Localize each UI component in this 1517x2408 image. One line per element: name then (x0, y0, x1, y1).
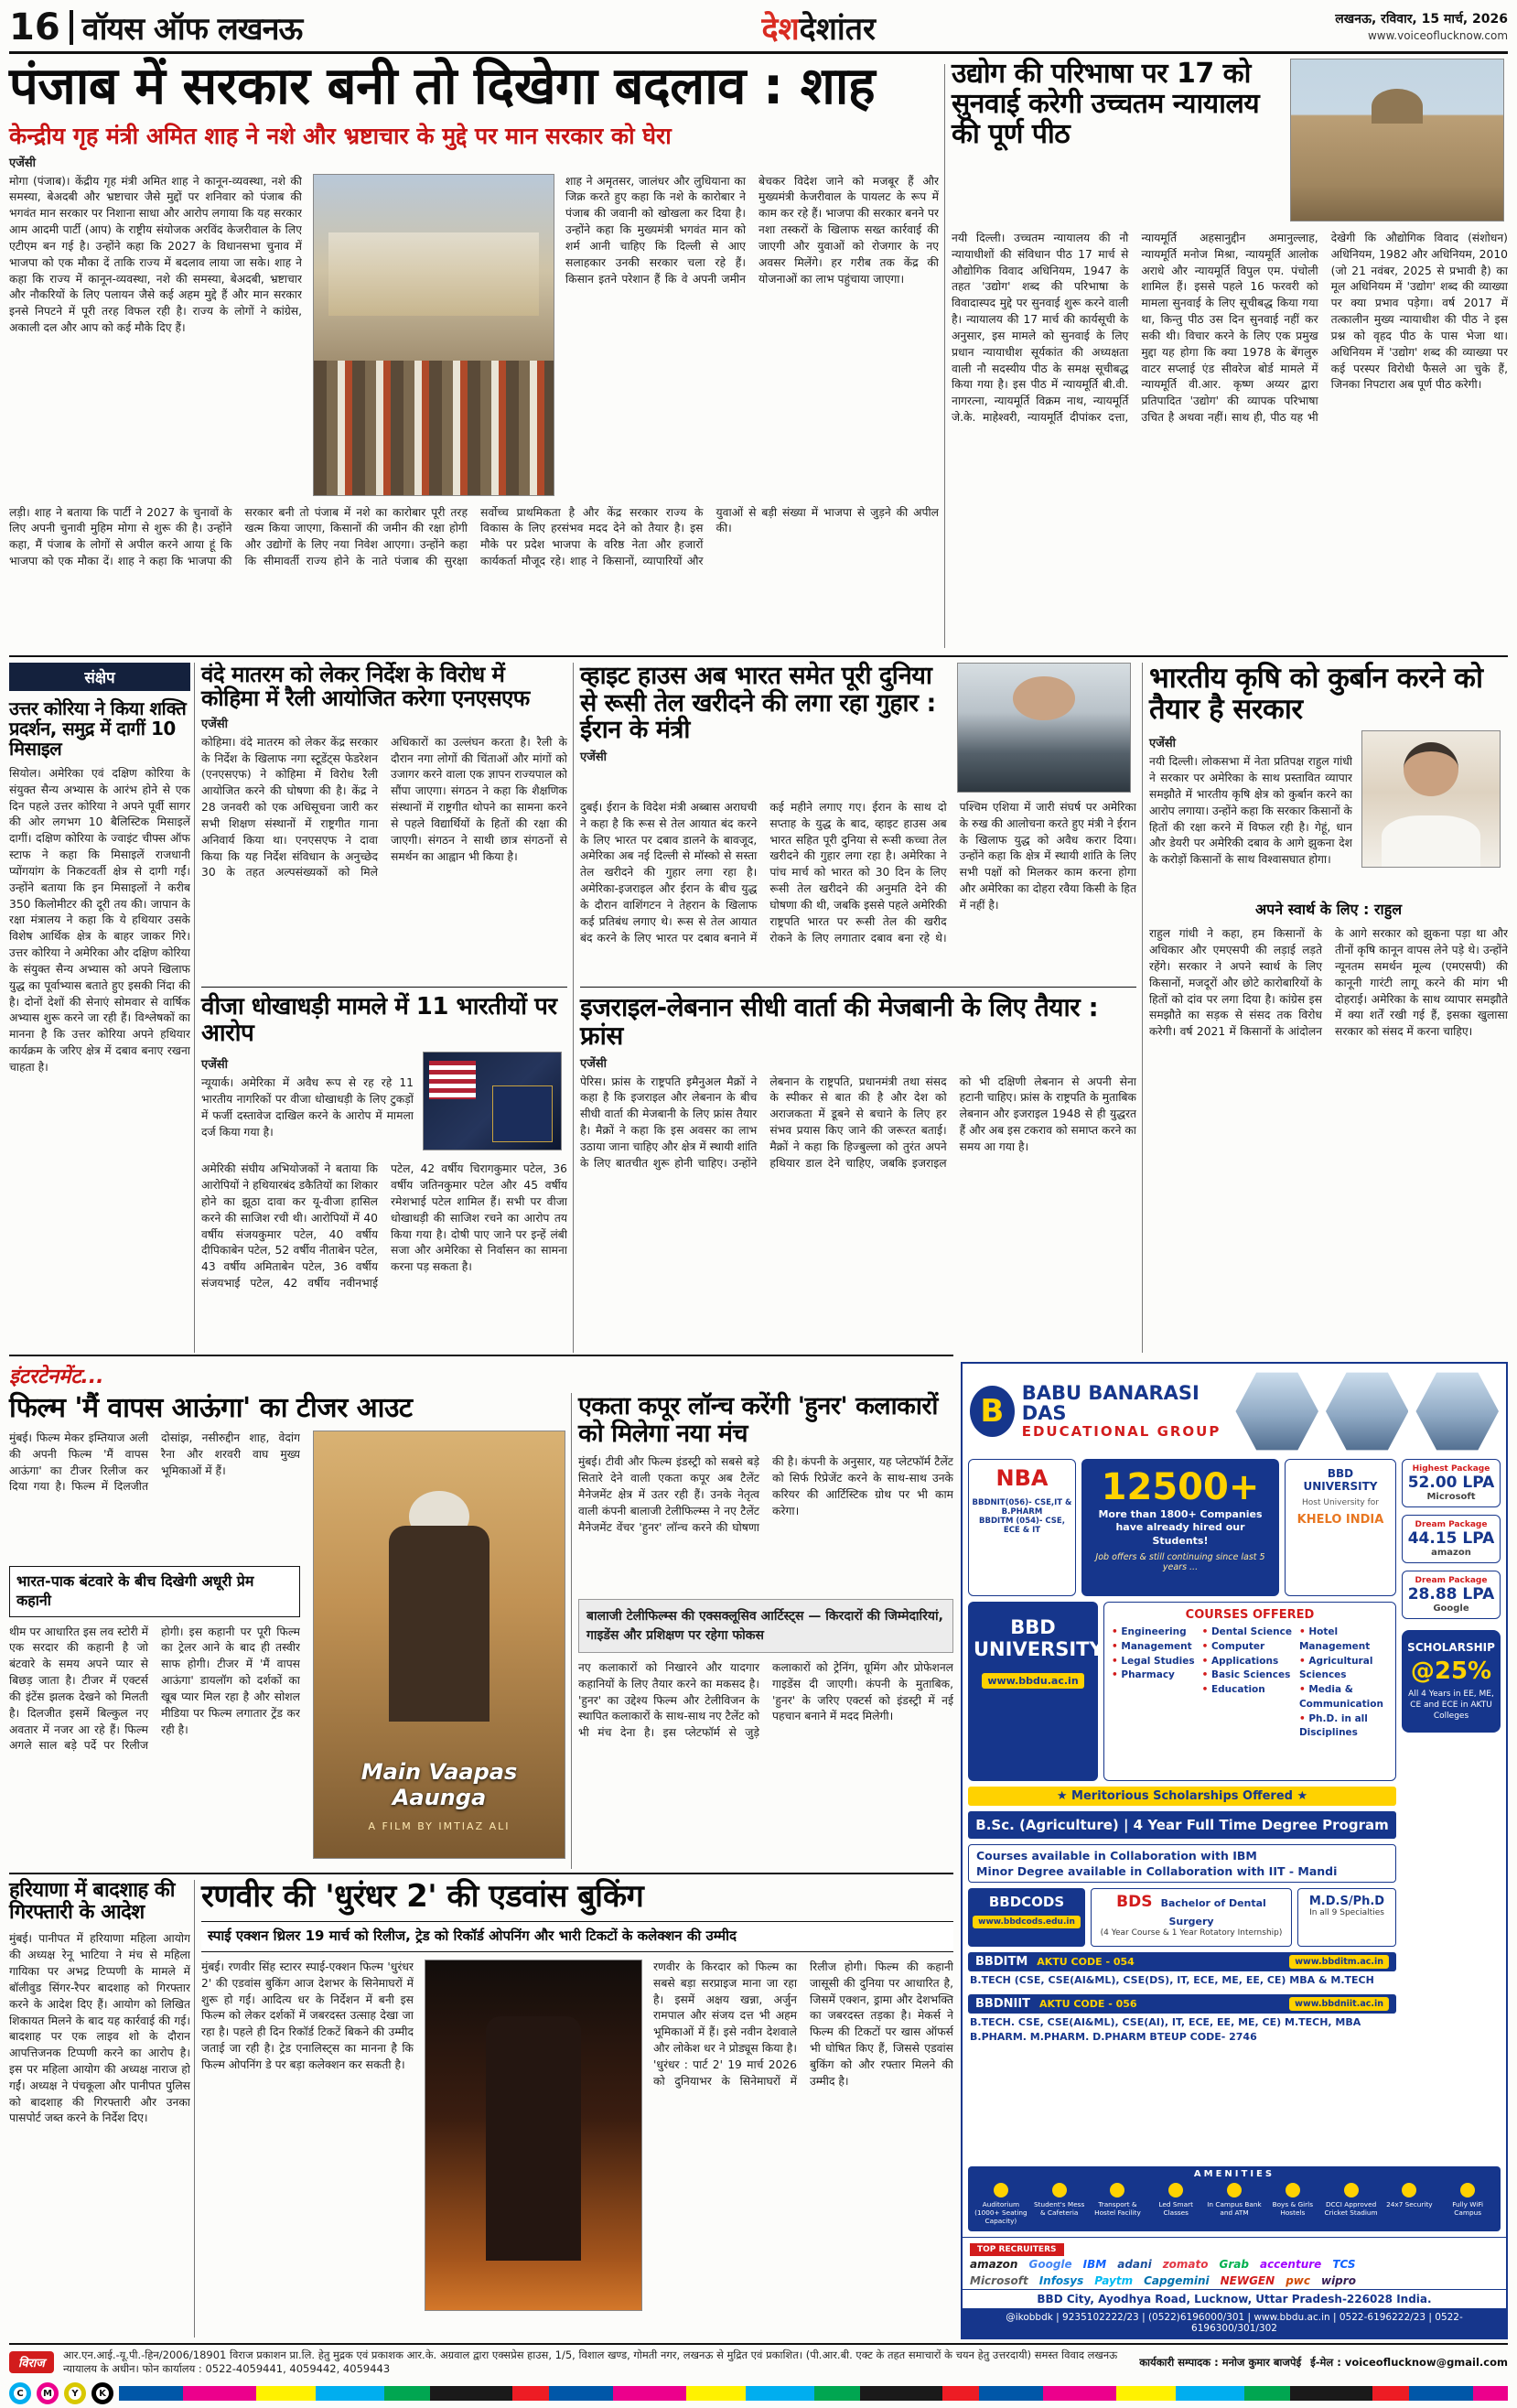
visa-byline: एजेंसी (201, 1058, 228, 1073)
hired-text: More than 1800+ Companies have already hired our Students! (1098, 1508, 1263, 1547)
badshah-body: मुंबई। पानीपत में हरियाणा महिला आयोग की अध्यक्ष रेनू भाटिया ने मंच से महिला गायिका पर अभद्र टिप्पणी के मामले में बॉलीवुड सिंगर-रैपर बादशाह को गिरफ्तार करने के आदेश दिए हैं। आयोग को लिखित शिकायत मिलने के बाद यह कार्रवाई की गई। बादशाह पर एक लाइव शो के दौरान आपत्तिजनक टिप्पणी करने का आरोप है। इस पर महिला आयोग की अध्यक्ष नाराज हो गईं। अध्यक्ष ने पंचकूला और पानीपत पुलिस को बादशाह की गिरफ्तारी और उनका पासपोर्ट जब्त करने के निर्देश दिए। (9, 1932, 190, 2125)
ranveer-headline: रणवीर की 'धुरंधर 2' की एडवांस बुकिंग (201, 1878, 644, 1915)
entertainment-label: इंटरटेनमेंट... (9, 1366, 104, 1388)
courses-list: • Dental Science • Computer • Applications • Basic Sciences • Education (1202, 1625, 1292, 1741)
footer-rule (9, 2343, 1508, 2345)
nsf-byline: एजेंसी (201, 717, 228, 731)
masthead (9, 5, 1508, 49)
ranveer-body-right: रणवीर के किरदार को फिल्म का सबसे बड़ा सरप्राइज माना जा रहा है। इसमें अक्षय खन्ना, अर्जुन रामपाल और संजय दत्त भी अहम भूमिकाओं में हैं। इसे नवीन देशवाले और लोकेश धर ने प्रोड्यूस किया है। 'धुरंधर : पार्ट 2' 19 मार्च 2026 को दुनियाभर के सिनेमाघरों में रिलीज होगी। फिल्म की कहानी जासूसी की दुनिया पर आधारित है, जिसमें एक्शन, ड्रामा और देशभक्ति का जबरदस्त तड़का है। मेकर्स ने फिल्म की टिकटों पर खास ऑफर्स भी घोषित किए हैं, जिससे एडवांस बुकिंग को और रफ्तार मिलने की उम्मीद है। (653, 1960, 953, 2088)
briefs-headline: उत्तर कोरिया ने किया शक्ति प्रदर्शन, समुद्र में दागीं 10 मिसाइल (9, 697, 187, 760)
teaser-headline: फिल्म 'मैं वापस आऊंगा' का टीजर आउट (9, 1392, 413, 1424)
bbdniit-name: BBDNIIT (975, 1997, 1031, 2011)
nsf-body: कोहिमा। वंदे मातरम को लेकर केंद्र सरकार के निर्देश के खिलाफ नगा स्टूडेंट्स फेडरेशन (एनएसएफ) ने कोहिमा में विरोध रैली आयोजित करने की घोषणा की है। केंद्र ने 28 जनवरी को एक अधिसूचना जारी कर सभी शिक्षण संस्थानों में राष्ट्रगीत गाना अनिवार्य किया था। एनएसएफ ने दावा किया कि यह निर्देश संविधान के अनुच्छेद 30 के तहत अल्पसंख्यकों को मिले अधिकारों का उल्लंघन करता है। रैली के दौरान नगा लोगों की चिंताओं और मांगों को उजागर करने वाला एक ज्ञापन राज्यपाल को सौंपा जाएगा। संगठन ने कहा कि शैक्षणिक संस्थानों में राष्ट्रगीत थोपने का सामना करने से पहले विद्यार्थियों के हितों की रक्षा की जाएगी। संगठन ने साथी छात्र संगठनों से समर्थन का आह्वान भी किया है। (201, 735, 567, 880)
court-story (952, 59, 1508, 652)
bsc-strip: B.Sc. (Agriculture) | 4 Year Full Time Degree Program (968, 1811, 1396, 1839)
masthead-website[interactable]: www.voiceoflucknow.com (1367, 29, 1509, 43)
israel-body: पेरिस। फ्रांस के राष्ट्रपति इमैनुअल मैक्रों ने कहा है कि इजराइल और लेबनान के बीच सीधी वार्ता की मेजबानी के लिए फ्रांस तैयार है। मैक्रों ने कहा कि इस अवसर का लाभ उठाया जाना चाहिए और क्षेत्र में स्थायी शांति के लिए बातचीत शुरू होनी चाहिए। उन्होंने लेबनान के राष्ट्रपति, प्रधानमंत्री तथा संसद के स्पीकर से बात की है और देश को अराजकता में डूबने से बचाने के लिए हर संभव प्रयास किए जाने की जरूरत बताई। मैक्रों ने कहा कि हिज्बुल्ला को तुरंत अपने हथियार डाल देने चाहिए, जबकि इजराइल को भी दक्षिणी लेबनान से अपनी सेना हटानी चाहिए। फ्रांस के राष्ट्रपति के मुताबिक लेबनान और इजराइल 1948 से ही युद्धरत हैं और अब इस टकराव को समाप्त करने का समय आ गया है। (580, 1074, 1136, 1170)
courses-list: • Hotel Management • Agricultural Sciences • Media & Communication • Ph.D. in all Disciplines (1299, 1625, 1388, 1741)
nba-logo: NBA (995, 1465, 1049, 1491)
agriculture-story (1149, 663, 1508, 1353)
bbditm-name: BBDITM (975, 1955, 1028, 1969)
badshah-story (9, 1880, 190, 2338)
recruiters-section (963, 2237, 1506, 2289)
nsf-story (201, 663, 567, 983)
page-number: 16 (9, 6, 60, 49)
column-rule (573, 663, 574, 1353)
recruiters-title: TOP RECRUITERS (970, 2243, 1064, 2256)
yellow-mark: Y (64, 2382, 86, 2404)
lead-headline: पंजाब में सरकार बनी तो दिखेगा बदलाव : शाह (9, 57, 876, 116)
court-body: नयी दिल्ली। उच्चतम न्यायालय की नौ न्यायाधीशों की संविधान पीठ 17 मार्च से औद्योगिक विवाद अधिनियम, 1947 के तहत 'उद्योग' शब्द की परिभाषा के विवादास्पद मुद्दे पर सुनवाई शुरू करने वाली है। न्यायालय की 17 मार्च की कार्यसूची के अनुसार, इस मामले को सुनवाई के लिए प्रधान न्यायाधीश सूर्यकांत की अध्यक्षता वाली नौ सदस्यीय पीठ के समक्ष सूचीबद्ध किया गया है। इस पीठ में न्यायमूर्ति बी.वी. नागरत्ना, न्यायमूर्ति विक्रम नाथ, न्यायमूर्ति जे.के. माहेश्वरी, न्यायमूर्ति दीपांकर दत्ता, न्यायमूर्ति अहसानुद्दीन अमानुल्लाह, न्यायमूर्ति मनोज मिश्रा, न्यायमूर्ति आलोक अराधे और न्यायमूर्ति विपुल एम. पंचोली शामिल हैं। इससे पहले 16 फरवरी को मामला सुनवाई के लिए सूचीबद्ध किया गया था, किन्तु पीठ उस दिन सुनवाई नहीं कर सकी थी। विचार करने के लिए एक प्रमुख मुद्दा यह होगा कि क्या 1978 के बेंगलुरु वाटर सप्लाई एंड सीवरेज बोर्ड मामले में न्यायमूर्ति वी.आर. कृष्ण अय्यर द्वारा प्रतिपादित 'उद्योग' की व्यापक परिभाषा उचित है अथवा नहीं। साथ ही, पीठ यह भी देखेगी कि औद्योगिक विवाद (संशोधन) अधिनियम, 1982 और अधिनियम, 2010 (जो 21 नवंबर, 2025 से प्रभावी है) का मूल अधिनियम में 'उद्योग' शब्द की व्याख्या पर क्या प्रभाव पड़ेगा। वर्ष 2017 में तत्कालीन मुख्य न्यायाधीश की पीठ ने इस प्रश्न को वृहद पीठ के पास भेजा था। अधिनियम में 'उद्योग' शब्द की व्याख्या पर कई परस्पर विरोधी फैसले आ चुके हैं, जिनका निपटारा अब पूर्ण पीठ करेगी। (952, 232, 1508, 425)
footer (9, 2349, 1508, 2376)
ekta-body-top: मुंबई। टीवी और फिल्म इंडस्ट्री को सबसे बड़े सितारे देने वाली एकता कपूर अब टैलेंट मैनेजमेंट क्षेत्र में उतर रही हैं। उनके नेतृत्व वाली कंपनी बालाजी टेलीफिल्म्स ने नए टैलेंट मैनेजमेंट वेंचर 'हुनर' लॉन्च करने की घोषणा की है। कंपनी के अनुसार, यह प्लेटफॉर्म टैलेंट को सिर्फ रिप्रेजेंट करने के साथ-साथ उनके करियर की आर्टिस्टिक ग्रोथ पर भी काम करेगा। (578, 1455, 953, 1534)
print-registration-strip (0, 2381, 1517, 2405)
ad-header: B BABU BANARASI DAS EDUCATIONAL GROUP (963, 1364, 1506, 1459)
court-headline: उद्योग की परिभाषा पर 17 को सुनवाई करेगी उच्चतम न्यायालय की पूर्ण पीठ (952, 58, 1260, 150)
courses-title: COURSES OFFERED (1185, 1608, 1315, 1622)
recruiters-row: Microsoft Infosys Paytm Capgemini NEWGEN pwc wipro (970, 2274, 1356, 2287)
section-title: देशदेशांतर (761, 11, 876, 48)
ad-group-name: BABU BANARASI DAS (1021, 1381, 1200, 1424)
nsf-headline: वंदे मातरम को लेकर निर्देश के विरोध में कोहिमा में रैली आयोजित करेगा एनएसएफ (201, 662, 530, 712)
whitehouse-byline: एजेंसी (580, 750, 607, 765)
ranveer-story (201, 1880, 953, 2338)
whitehouse-story (580, 663, 1136, 983)
print-color-strip (119, 2386, 1508, 2401)
package-card: Dream Package 44.15 LPA amazon (1402, 1515, 1501, 1563)
column-rule (194, 663, 195, 1353)
bbdcods-name: BBDCODS (988, 1894, 1065, 1910)
bbdniit-block: BBDNIIT AKTU CODE - 056 www.bbdniit.ac.in B.TECH. CSE, CSE(AI&ML), CSE(AI), IT, ECE, EE, ME, CE) M.TECH, MBA B.PHARM. M.PHARM. D.PHARM BTEUP CODE- 2746 (968, 1994, 1396, 2043)
israel-byline: एजेंसी (580, 1056, 607, 1071)
visa-headline: वीजा धोखाधड़ी मामले में 11 भारतीयों पर आरोप (201, 993, 557, 1047)
briefs-label: संक्षेप (9, 663, 190, 691)
ekta-story (578, 1393, 953, 1869)
campus-building-photo (1415, 1369, 1499, 1453)
bbditm-site-link[interactable]: www.bbditm.ac.in (1289, 1955, 1389, 1969)
iran-minister-photo (957, 663, 1131, 793)
badshah-headline: हरियाणा में बादशाह की गिरफ्तारी के आदेश (9, 1879, 175, 1925)
campus-building-photo (1326, 1369, 1409, 1453)
story-rule (580, 987, 1136, 988)
package-card: Dream Package 28.88 LPA Google (1402, 1571, 1501, 1619)
band-rule (9, 655, 1508, 657)
amenities-bar: AMENITIES Auditorium (1000+ Seating Capacity) Student's Mess & Cafeteria Transport & Hostel Facility Led Smart Classes In Campus Bank and ATM Boys & Girls Hostels DCCI Approved Cricket Stadium 24x7 Security Fully WiFi Campus (968, 2166, 1501, 2231)
lead-body-col2: शाह ने अमृतसर, जालंधर और लुधियाना का जिक्र करते हुए कहा कि नशे के कारोबार ने पंजाब की जवानी को खोखला कर दिया है। उन्होंने कहा कि मुख्यमंत्री भगवंत मान को शर्म आनी चाहिए कि दिल्ली से आए सलाहकार उनकी सरकार चला रहे हैं। किसान इतने परेशान हैं कि वे अपनी जमीन बेचकर विदेश जाने को मजबूर हैं और मुख्यमंत्री केजरीवाल के पायलट के रूप में काम कर रहे हैं। भाजपा की सरकार बनने पर नशा तस्करों के खिलाफ सख्त कार्रवाई की जाएगी और युवाओं को रोजगार के नए अवसर मिलेंगे। हर गरीब तक केंद्र की योजनाओं का लाभ पहुंचाया जाएगा। (565, 174, 939, 286)
bbd-logo: B (970, 1386, 1015, 1437)
university-site-link[interactable]: www.bbdu.ac.in (982, 1673, 1083, 1689)
bbdniit-site-link[interactable]: www.bbdniit.ac.in (1289, 1997, 1389, 2011)
mds-title: M.D.S/Ph.D (1308, 1895, 1385, 1908)
visa-body-bottom: अमेरिकी संघीय अभियोजकों ने बताया कि आरोपियों ने हथियारबंद डकैतियों का शिकार होने का झूठा दावा कर यू-वीजा हासिल करने की साजिश रची थी। आरोपियों में 40 वर्षीय संजयकुमार पटेल, 40 वर्षीय दीपिकाबेन पटेल, 52 वर्षीय नीताबेन पटेल, 43 वर्षीय अमिताबेन पटेल, 36 वर्षीय संजयभाई पटेल, 42 वर्षीय नवीनभाई पटेल, 42 वर्षीय चिरागकुमार पटेल, 36 वर्षीय जतिनकुमार पटेल और 45 वर्षीय रमेशभाई पटेल शामिल हैं। सभी पर वीजा धोखाधड़ी की साजिश रचने का आरोप तय किया गया है। दोषी पाए जाने पर इन्हें लंबी सजा और अमेरिका से निर्वासन का सामना करना पड़ सकता है। (201, 1162, 567, 1290)
bbd-advertisement: B BABU BANARASI DAS EDUCATIONAL GROUP NBA BBDNIT(056)- CSE,IT & B.PHARM BBDITM (054)- CSE, ECE & IT 12500+ More than 1800+ Companies have already hired our Students! Job offers & still continuing since last 5 years ... BBD UNIVERSITY Host University for KHELO INDIA BBD UNIVERSITY www.bbdu.ac.in COURSES OFFERED • Engineering • Management • Legal Studies • Pharmacy • Dental Science • Computer • Applications • Basic Sciences • Education • Hotel Management • Agricultural Sciences • Media & Communication • Ph.D. in all Disciplines ★ Meritorious Scholarships Offered ★ B.Sc. (Agriculture) | 4 Year Full Time Degree Program Courses available in Collaboration with IBM Minor Degree available in Collaboration with IIT - Mandi BBDCODS www.bbdcods.edu.in BDS Bachelor of Dental Surgery (4 Year Course & 1 Year Rotatory Internship) M.D.S/Ph.D In all 9 Specialties BBDITM AKTU CODE - 054 www.bbditm.ac.in B.TECH (CSE, CSE(AI&ML), CSE(DS), IT, ECE, ME, EE, CE) MBA & M.TECH BBDNIIT AKTU CODE - 056 www.bbdniit.ac.in B.TECH. CSE, CSE(AI&ML), CSE(AI), IT, ECE, EE, ME, CE) M.TECH, MBA B.PHARM. M.PHARM. D.PHARM BTEUP CODE- 2746 Highest Package 52.00 LPA Microsoft Dream Package 44.15 LPA amazon Dream Package 28.88 LPA Google SCHOLARSHIP @25% All 4 Years in EE, ME, CE and ECE in AKTU Colleges AMENITIES Auditorium (1000+ Seating Capacity) Student's Mess & Cafeteria Transport & Hostel Facility Led Smart Classes In Campus Bank and ATM Boys & Girls Hostels DCCI Approved Cricket Stadium 24x7 Security Fully WiFi Campus TOP RECRUITERS amazon Google IBM adani zomato Grab accenture TCS Microsoft Infosys Paytm Capgemini NEWGEN pwc wipro BBD City, Ayodhya Road, Lucknow, Uttar Pradesh-226028 India. @ikobbdk | 9235102222/23 | (0522)6196000/301 | www.bbdu.ac.in | 0522-6196222/23 | 0522-6196300/301/302 (961, 1362, 1508, 2339)
ekta-box-title: बालाजी टेलीफिल्म्स की एक्सक्लूसिव आर्टिस्ट्स — किरदारों की जिम्मेदारियां, गाइडेंस और प्रशिक्षण पर रहेगा फोकस (578, 1599, 953, 1653)
ranveer-photo (425, 1960, 642, 2311)
editor-line: कार्यकारी सम्पादक : मनोज कुमार बाजपेई (1139, 2355, 1302, 2369)
magenta-mark: M (37, 2382, 59, 2404)
university-name: BBD UNIVERSITY (974, 1616, 1103, 1661)
visa-story (201, 994, 567, 1353)
black-mark: K (91, 2382, 113, 2404)
lead-subhead: केन्द्रीय गृह मंत्री अमित शाह ने नशे और भ्रष्टाचार के मुद्दे पर मान सरकार को घेरा (9, 122, 672, 149)
footer-email[interactable]: ई-मेल : voiceoflucknow@gmail.com (1310, 2355, 1508, 2369)
briefs-body: सियोल। अमेरिका एवं दक्षिण कोरिया के संयुक्त सैन्य अभ्यास के आरंभ होने से एक दिन पहले उत्तर कोरिया ने अपने पूर्वी सागर की ओर लगभग 10 बैलिस्टिक मिसाइलें दागीं। दक्षिण कोरिया के ज्वाइंट चीफ्स ऑफ स्टाफ ने कहा कि मिसाइलें राजधानी प्योंगयांग के निकटवर्ती क्षेत्र से दागी गईं। उन्होंने बताया कि इन मिसाइलों ने करीब 350 किलोमीटर की दूरी तय की। जापान के रक्षा मंत्रालय ने कहा कि ये हथियार उसके विशेष आर्थिक क्षेत्र के बाहर जाकर गिरे। उत्तर कोरिया ने अमेरिका और दक्षिण कोरिया के संयुक्त सैन्य अभ्यास को अपने खिलाफ युद्ध का पूर्वाभ्यास बताते हुए इसकी निंदा की है। दोनों देशों की सेनाएं सोमवार से वार्षिक अभ्यास शुरू करने जा रही हैं। विश्लेषकों का मानना है कि उत्तर कोरिया अपने हथियार कार्यक्रम के जरिए क्षेत्र में दबाव बनाए रखना चाहता है। (9, 767, 190, 1074)
paper-name: वॉयस ऑफ लखनऊ (81, 11, 303, 48)
israel-headline: इजराइल-लेबनान सीधी वार्ता की मेजबानी के लिए तैयार : फ्रांस (580, 992, 1099, 1051)
microsoft-logo: Microsoft (1426, 1492, 1476, 1502)
poster-title: Main Vaapas Aaunga (360, 1759, 518, 1810)
band-rule (9, 1873, 953, 1874)
package-card: Highest Package 52.00 LPA Microsoft (1402, 1459, 1501, 1507)
poster-credit: A FILM BY IMTIAZ ALI (368, 1820, 511, 1832)
ranveer-body-left: मुंबई। रणवीर सिंह स्टारर स्पाई-एक्शन फिल्म 'धुरंधर 2' की एडवांस बुकिंग आज देशभर के सिनेमाघरों में शुरू हो गई। आदित्य धर के निर्देशन में बनी इस फिल्म को लेकर दर्शकों में जबरदस्त उत्साह देखा जा रहा है। पहले ही दिन रिकॉर्ड टिकटें बिकने की उम्मीद जताई जा रही है। ट्रेड एनालिस्ट्स का मानना है कि फिल्म ओपनिंग डे पर बड़ा कलेक्शन कर सकती है। (201, 1960, 414, 2071)
agriculture-byline: एजेंसी (1149, 737, 1176, 751)
whitehouse-body: दुबई। ईरान के विदेश मंत्री अब्बास अराघची ने कहा है कि रूस से तेल आयात बंद करने के लिए भारत पर दबाव डालने के बावजूद, अमेरिका अब नई दिल्ली से मॉस्को से सस्ता तेल खरीदने की गुहार लगा रहा है। अमेरिका-इजराइल और ईरान के बीच युद्ध के दौरान वाशिंगटन ने तेहरान के खिलाफ कई प्रतिबंध लगाए थे। रूस से तेल आयात बंद करने के लिए भारत पर दबाव बनाने में कई महीने लगाए गए। ईरान के साथ दो सप्ताह के युद्ध के बाद, व्हाइट हाउस अब भारत सहित पूरी दुनिया से रूसी कच्चा तेल खरीदने की गुहार लगा रहा है। अमेरिका ने पांच मार्च को भारत को 30 दिन के लिए रूसी तेल खरीदने की अनुमति देने की घोषणा की थी, जबकि इससे पहले अमेरिकी राष्ट्रपति भारत पर रूसी तेल की खरीद रोकने के लिए लगातार दबाव बना रहे थे। पश्चिम एशिया में जारी संघर्ष पर अमेरिका के रुख की आलोचना करते हुए मंत्री ने ईरान के खिलाफ युद्ध को अवैध करार दिया। उन्होंने कहा कि क्षेत्र में स्थायी शांति के लिए सभी पक्षों को मिलकर काम करना होगा और अमेरिका का दोहरा रवैया किसी के हित में नहीं है। (580, 801, 1136, 945)
google-logo: Google (1433, 1604, 1469, 1614)
iit-line: Minor Degree available in Collaboration with IIT - Mandi (976, 1864, 1338, 1878)
bbdcods-site-link[interactable]: www.bbdcods.edu.in (973, 1916, 1081, 1928)
amenities-list: Auditorium (1000+ Seating Capacity) Student's Mess & Cafeteria Transport & Hostel Facility Led Smart Classes In Campus Bank and ATM Boys & Girls Hostels DCCI Approved Cricket Stadium 24x7 Security Fully WiFi Campus (968, 2179, 1501, 2229)
ad-contact[interactable]: @ikobbdk | 9235102222/23 | (0522)6196000/301 | www.bbdu.ac.in | 0522-6196222/23 | 0522-6196300/301/302 (963, 2308, 1506, 2338)
agriculture-crosshead: अपने स्वार्थ के लिए : राहुल (1254, 901, 1403, 919)
agriculture-body-intro: नयी दिल्ली। लोकसभा में नेता प्रतिपक्ष राहुल गांधी ने सरकार पर अमेरिका के साथ प्रस्तावित व्यापार समझौते में भारतीय कृषि क्षेत्र को कुर्बान करने का आरोप लगाया। उन्होंने कहा कि सरकार किसानों के हितों की रक्षा करने में विफल रही है। गेहूं, धान और डेयरी पर अमेरिकी दबाव के आगे झुकना देश के करोड़ों किसानों के साथ विश्वासघात होगा। (1149, 755, 1352, 867)
column-rule (944, 64, 945, 648)
column-rule (194, 1880, 195, 2338)
khelo-india-logo: KHELO INDIA (1296, 1513, 1384, 1527)
ekta-body-bottom: नए कलाकारों को निखारने और यादगार कहानियों के लिए तैयार करने का मकसद है। 'हुनर' का उद्देश्य फिल्म और टेलीविजन के स्थापित कलाकारों के साथ-साथ नए टैलेंट को भी मंच देना है। इस प्लेटफॉर्म से जुड़े कलाकारों को ट्रेनिंग, ग्रूमिंग और प्रोफेशनल गाइडेंस दी जाएगी। कंपनी के मुताबिक, 'हुनर' के जरिए एक्टर्स को इंडस्ट्री में नई पहचान बनाने में मदद मिलेगी। (578, 1660, 953, 1740)
lead-body-bottom: लड़ी। शाह ने बताया कि पार्टी ने 2027 के चुनावों के लिए अपनी चुनावी मुहिम मोगा से शुरू की है। उन्होंने कहा, मैं पंजाब के लोगों से अपील करने आया हूं कि भाजपा को एक मौका दें। शाह ने कहा कि भाजपा की सरकार बनी तो पंजाब में नशे का कारोबार पूरी तरह खत्म किया जाएगा, किसानों की जमीन की रक्षा होगी और उद्योगों के लिए नया निवेश आएगा। उन्होंने कहा कि सीमावर्ती राज्य होने के नाते पंजाब की सुरक्षा सर्वोच्च प्राथमिकता है और केंद्र सरकार राज्य के विकास के लिए हरसंभव मदद देने को तैयार है। इस मौके पर प्रदेश भाजपा के वरिष्ठ नेता और हजारों कार्यकर्ता मौजूद रहे। शाह ने किसानों, व्यापारियों और युवाओं से बड़ी संख्या में भाजपा से जुड़ने की अपील की। (9, 505, 939, 568)
teaser-body-mid: थीम पर आधारित इस लव स्टोरी में एक सरदार की कहानी है जो बंटवारे के समय अपने प्यार से बिछड़ जाता है। टीजर में एक्टर्स की इंटेंस झलक देखने को मिलती है। दिलजीत इसमें बिल्कुल नए अवतार में नजर आ रहे हैं। फिल्म अगले साल बड़े पर्दे पर रिलीज होगी। इस कहानी पर पूरी फिल्म का ट्रेलर आने के बाद ही तस्वीर साफ होगी। टीजर में 'मैं वापस आऊंगा' डायलॉग को दर्शकों का खूब प्यार मिल रहा है और सोशल मीडिया पर फिल्म लगातार ट्रेंड कर रही है। (9, 1625, 300, 1753)
recruiters-row: amazon Google IBM adani zomato Grab accenture TCS (970, 2258, 1356, 2271)
amazon-logo: amazon (1431, 1548, 1471, 1558)
visa-body-top: न्यूयार्क। अमेरिका में अवैध रूप से रह रहे 11 भारतीय नागरिकों पर वीजा धोखाधड़ी के लिए टुकड़ों में फर्जी दस्तावेज दाखिल करने के आरोप में मामला दर्ज किया गया है। (201, 1076, 414, 1139)
host-university: BBD UNIVERSITY (1303, 1467, 1378, 1493)
briefs-column (9, 663, 190, 1353)
rahul-gandhi-photo (1361, 730, 1501, 868)
ad-codes: BBDNIT(056)- CSE,IT & B.PHARM (972, 1498, 1072, 1517)
masthead-divider (70, 10, 73, 45)
supreme-court-photo (1290, 59, 1504, 221)
job-offers-text: Job offers & still continuing since last 5 years ... (1095, 1551, 1265, 1572)
israel-story (580, 994, 1136, 1353)
lead-photo (313, 174, 554, 496)
column-rule (571, 1393, 572, 1869)
hired-count: 12500+ (1101, 1466, 1260, 1508)
ekta-headline: एकता कपूर लॉन्च करेंगी 'हुनर' कलाकारों को मिलेगा नया मंच (578, 1392, 938, 1448)
band-rule (9, 1355, 953, 1356)
lead-byline: एजेंसी (9, 156, 36, 170)
bds-title: BDS (1116, 1893, 1153, 1911)
scholarship-badge: SCHOLARSHIP @25% All 4 Years in EE, ME, CE and ECE in AKTU Colleges (1402, 1630, 1501, 1733)
merit-scholarship-strip: ★ Meritorious Scholarships Offered ★ (968, 1787, 1396, 1806)
teaser-body-top: मुंबई। फिल्म मेकर इम्तियाज अली की अपनी फिल्म 'मैं वापस आऊंगा' का टीजर रिलीज कर दिया गया है। फिल्म में दिलजीत दोसांझ, नसीरुद्दीन शाह, वेदांग रैना और शरवरी वाघ मुख्य भूमिकाओं में हैं। (9, 1431, 300, 1494)
imprint-line: आर.एन.आई.-यू.पी.-हिन/2006/18901 विराज प्रकाशन प्रा.लि. हेतु मुद्रक एवं प्रकाशक आर.के. अग्रवाल द्वारा एक्सप्रेस हाउस, 1/5, विशाल खण्ड, गोमती नगर, लखनऊ से मुद्रित एवं प्रकाशित। (पी.आर.बी. एक्ट के तहत समाचारों के चयन हेतु उत्तरदायी) समस्त विवाद लखनऊ न्यायालय के अधीन। फोन कार्यालय : 0522-4059441, 4059442, 4059443 (62, 2349, 1118, 2375)
passport-photo (423, 1052, 562, 1150)
teaser-box-title: भारत-पाक बंटवारे के बीच दिखेगी अधूरी प्रेम कहानी (9, 1566, 300, 1617)
cyan-mark: C (9, 2382, 31, 2404)
teaser-story (9, 1393, 565, 1869)
ranveer-box-title: स्पाई एक्शन थ्रिलर 19 मार्च को रिलीज, ट्रेड को रिकॉर्ड ओपनिंग और भारी टिकटों के कलेक्शन की उम्मीद (201, 1921, 953, 1952)
story-rule (201, 987, 567, 988)
courses-list: • Engineering • Management • Legal Studies • Pharmacy (1112, 1625, 1195, 1741)
column-rule (1142, 663, 1143, 1353)
viraj-logo: विराज (9, 2351, 54, 2373)
ad-address: BBD City, Ayodhya Road, Lucknow, Uttar Pradesh-226028 India. (963, 2289, 1506, 2308)
ibm-line: Courses available in Collaboration with IBM (976, 1849, 1257, 1863)
date-line: लखनऊ, रविवार, 15 मार्च, 2026 (1335, 12, 1509, 27)
movie-poster-photo (313, 1431, 565, 1859)
lead-story (9, 59, 939, 652)
whitehouse-headline: व्हाइट हाउस अब भारत समेत पूरी दुनिया से रूसी तेल खरीदने की लगा रहा गुहार : ईरान के मंत्री (580, 662, 936, 745)
masthead-rule (9, 51, 1508, 54)
agriculture-body-bottom: राहुल गांधी ने कहा, हम किसानों के अधिकार और एमएसपी की लड़ाई लड़ते रहेंगे। सरकार ने अपने स्वार्थ के लिए किसानों, मजदूरों और छोटे कारोबारियों के हितों को दांव पर लगा दिया है। कांग्रेस इस समझौते का सड़क से संसद तक विरोध करेगी। वर्ष 2021 में किसानों के आंदोलन के आगे सरकार को झुकना पड़ा था और तीनों कृषि कानून वापस लेने पड़े थे। उन्होंने न्यूनतम समर्थन मूल्य (एमएसपी) की कानूनी गारंटी लागू करने की मांग भी दोहराई। अमेरिका के साथ व्यापार समझौते में क्या शर्तें रखी गई हैं, इसका खुलासा सरकार को संसद में करना चाहिए। (1149, 927, 1508, 1039)
agriculture-headline: भारतीय कृषि को कुर्बान करने को तैयार है सरकार (1149, 662, 1483, 727)
campus-building-photo (1235, 1369, 1318, 1453)
bbditm-block: BBDITM AKTU CODE - 054 www.bbditm.ac.in B.TECH (CSE, CSE(AI&ML), CSE(DS), IT, ECE, ME, EE, CE) MBA & M.TECH (968, 1952, 1396, 1989)
lead-body-col1: मोगा (पंजाब)। केंद्रीय गृह मंत्री अमित शाह ने कानून-व्यवस्था, नशे की समस्या, बेअदबी और भ्रष्टाचार जैसे मुद्दों पर शनिवार को पंजाब की भगवंत मान सरकार पर निशाना साधा और आरोप लगाया कि यह सरकार आम आदमी पार्टी (आप) के राष्ट्रीय संयोजक अरविंद केजरीवाल के लिए एटीएम बन गई है। उन्होंने कहा कि 2027 के विधानसभा चुनाव में भाजपा को एक मौका दें ताकि राज्य में बदलाव लाया जा सके। शाह ने कहा कि राज्य में कानून-व्यवस्था, नशे की समस्या, बेअदबी, भ्रष्टाचार और नौकरियों के लिए पलायन जैसे कई अहम मुद्दे हैं और मान सरकार इनसे निपटने में पूरी तरह विफल रही है। राज्य के लोगों ने कांग्रेस, अकाली दल और आप को कई मौके दिए हैं। (9, 174, 302, 335)
